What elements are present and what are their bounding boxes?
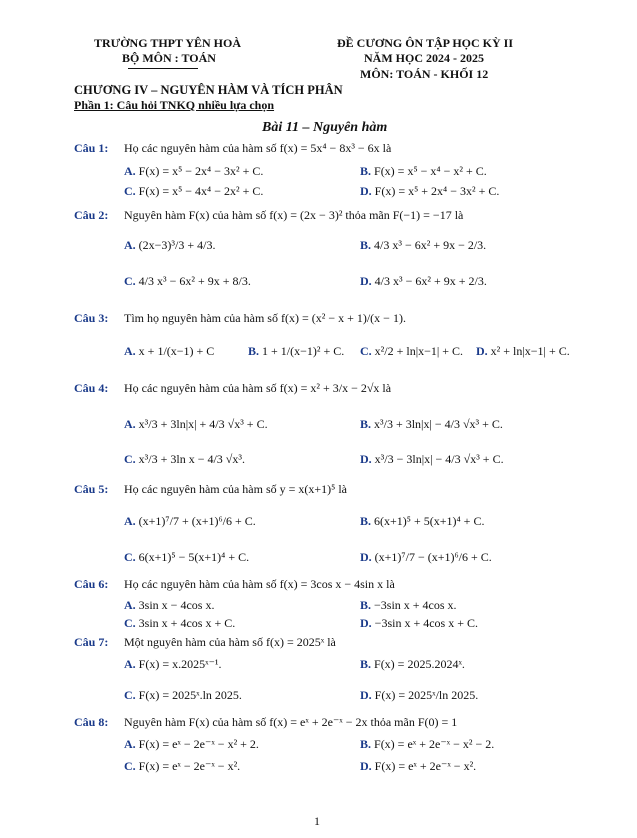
option-text: 6(x+1)⁵ − 5(x+1)⁴ + C.: [138, 550, 250, 564]
option-letter: C.: [124, 759, 136, 773]
option-d: [360, 550, 492, 565]
question-text: Họ các nguyên hàm của hàm số y = x(x+1)⁵ là: [124, 482, 347, 496]
subject-grade: MÔN: TOÁN - KHỐI 12: [360, 67, 489, 81]
option-d: [360, 616, 478, 631]
option-text: (x+1)⁷/7 − (x+1)⁶/6 + C.: [374, 550, 492, 564]
option-text: F(x) = x⁵ + 2x⁴ − 3x² + C.: [374, 184, 500, 198]
question-text: Nguyên hàm F(x) của hàm số f(x) = eˣ + 2e⁻ˣ − 2x thỏa mãn F(0) = 1: [124, 715, 458, 729]
option-letter: B.: [360, 164, 372, 178]
option-text: 4/3 x³ − 6x² + 9x + 8/3.: [138, 274, 251, 288]
option-a: [124, 164, 263, 179]
option-b: [360, 417, 503, 432]
option-text: −3sin x + 4cos x.: [374, 598, 457, 612]
option-text: x³/3 + 3ln|x| + 4/3 √x³ + C.: [138, 417, 268, 431]
option-c: [124, 550, 249, 565]
question-label: Câu 4:: [74, 381, 109, 395]
option-text: 4/3 x³ − 6x² + 9x + 2/3.: [374, 274, 487, 288]
option-text: 6(x+1)⁵ + 5(x+1)⁴ + C.: [374, 514, 485, 528]
option-a: [124, 238, 215, 253]
doc-title: ĐỀ CƯƠNG ÔN TẬP HỌC KỲ II: [337, 36, 514, 50]
option-a: [124, 514, 256, 529]
option-text: F(x) = x⁵ − 2x⁴ − 3x² + C.: [138, 164, 264, 178]
option-letter: C.: [124, 452, 136, 466]
option-text: x³/3 + 3ln x − 4/3 √x³.: [138, 452, 245, 466]
option-c: [124, 452, 245, 467]
option-c: [124, 184, 263, 199]
option-letter: D.: [360, 274, 372, 288]
option-letter: A.: [124, 514, 136, 528]
option-letter: A.: [124, 657, 136, 671]
option-letter: B.: [360, 657, 372, 671]
school-name: TRƯỜNG THPT YÊN HOÀ: [94, 36, 242, 50]
option-text: F(x) = 2025ˣ/ln 2025.: [374, 688, 479, 702]
option-a: [124, 417, 268, 432]
option-a: [124, 598, 214, 613]
option-text: x³/3 − 3ln|x| − 4/3 √x³ + C.: [374, 452, 504, 466]
option-letter: D.: [360, 184, 372, 198]
option-c: [124, 616, 235, 631]
question-label: Câu 1:: [74, 141, 109, 155]
option-letter: D.: [360, 550, 372, 564]
option-text: x²/2 + ln|x−1| + C.: [374, 344, 464, 358]
option-letter: B.: [360, 737, 372, 751]
lesson-title: Bài 11 – Nguyên hàm: [262, 120, 388, 135]
option-letter: A.: [124, 598, 136, 612]
option-text: x³/3 + 3ln|x| − 4/3 √x³ + C.: [374, 417, 503, 431]
question-text: Tìm họ nguyên hàm của hàm số f(x) = (x² − x + 1)/(x − 1).: [124, 311, 406, 325]
option-letter: C.: [360, 344, 372, 358]
option-text: 3sin x − 4cos x.: [138, 598, 215, 612]
option-a: [124, 737, 259, 752]
option-text: x + 1/(x−1) + C: [138, 344, 215, 358]
part-title: Phần 1: Câu hỏi TNKQ nhiều lựa chọn: [74, 98, 275, 112]
department-name: BỘ MÔN : TOÁN: [122, 51, 216, 65]
option-a: [124, 657, 222, 672]
option-letter: B.: [248, 344, 260, 358]
option-text: F(x) = eˣ − 2e⁻ˣ − x² + 2.: [138, 737, 259, 751]
option-letter: D.: [476, 344, 488, 358]
option-letter: B.: [360, 514, 372, 528]
question-text: Nguyên hàm F(x) của hàm số f(x) = (2x − 3)² thỏa mãn F(−1) = −17 là: [124, 208, 464, 222]
option-text: −3sin x + 4cos x + C.: [374, 616, 478, 630]
option-text: 4/3 x³ − 6x² + 9x − 2/3.: [374, 238, 487, 252]
option-b: [360, 514, 484, 529]
option-letter: D.: [360, 759, 372, 773]
option-b: [360, 737, 494, 752]
option-letter: A.: [124, 238, 136, 252]
school-year: NĂM HỌC 2024 - 2025: [364, 51, 484, 65]
question-text: Họ các nguyên hàm của hàm số f(x) = x² + 3/x − 2√x là: [124, 381, 392, 395]
option-letter: D.: [360, 688, 372, 702]
option-b: [248, 344, 344, 359]
page-number: 1: [314, 814, 320, 828]
question-text: Họ các nguyên hàm của hàm số f(x) = 3cos x − 4sin x là: [124, 577, 395, 591]
option-letter: D.: [360, 452, 372, 466]
option-letter: C.: [124, 688, 136, 702]
option-text: F(x) = x.2025ˣ⁻¹.: [138, 657, 222, 671]
option-b: [360, 657, 465, 672]
header-divider: [128, 68, 198, 69]
option-d: [360, 274, 487, 289]
option-c: [360, 344, 463, 359]
option-letter: A.: [124, 344, 136, 358]
question-text: Họ các nguyên hàm của hàm số f(x) = 5x⁴ − 8x³ − 6x là: [124, 141, 392, 155]
option-letter: C.: [124, 274, 136, 288]
option-text: F(x) = eˣ + 2e⁻ˣ − x².: [374, 759, 477, 773]
option-letter: C.: [124, 184, 136, 198]
option-d: [360, 759, 476, 774]
option-letter: B.: [360, 417, 372, 431]
question-label: Câu 8:: [74, 715, 109, 729]
option-text: F(x) = 2025.2024ˣ.: [374, 657, 465, 671]
option-a: [124, 344, 214, 359]
option-text: F(x) = x⁵ − x⁴ − x² + C.: [374, 164, 487, 178]
option-b: [360, 598, 457, 613]
option-letter: A.: [124, 417, 136, 431]
question-label: Câu 2:: [74, 208, 109, 222]
option-text: x² + ln|x−1| + C.: [490, 344, 570, 358]
question-label: Câu 7:: [74, 635, 109, 649]
option-text: F(x) = x⁵ − 4x⁴ − 2x² + C.: [138, 184, 264, 198]
question-label: Câu 5:: [74, 482, 109, 496]
option-letter: C.: [124, 616, 136, 630]
option-letter: A.: [124, 164, 136, 178]
option-c: [124, 759, 240, 774]
option-d: [360, 452, 504, 467]
option-b: [360, 164, 487, 179]
question-label: Câu 6:: [74, 577, 109, 591]
option-d: [360, 688, 478, 703]
option-text: (x+1)⁷/7 + (x+1)⁶/6 + C.: [138, 514, 256, 528]
option-text: F(x) = 2025ˣ.ln 2025.: [138, 688, 242, 702]
option-letter: D.: [360, 616, 372, 630]
option-d: [360, 184, 499, 199]
option-text: 1 + 1/(x−1)² + C.: [262, 344, 345, 358]
question-label: Câu 3:: [74, 311, 109, 325]
question-text: Một nguyên hàm của hàm số f(x) = 2025ˣ là: [124, 635, 336, 649]
option-b: [360, 238, 486, 253]
option-c: [124, 274, 251, 289]
option-text: (2x−3)³/3 + 4/3.: [138, 238, 216, 252]
chapter-title: CHƯƠNG IV – NGUYÊN HÀM VÀ TÍCH PHÂN: [74, 83, 343, 97]
option-text: F(x) = eˣ + 2e⁻ˣ − x² − 2.: [374, 737, 495, 751]
option-letter: A.: [124, 737, 136, 751]
option-letter: B.: [360, 238, 372, 252]
option-text: 3sin x + 4cos x + C.: [138, 616, 236, 630]
option-letter: B.: [360, 598, 372, 612]
option-text: F(x) = eˣ − 2e⁻ˣ − x².: [138, 759, 241, 773]
option-letter: C.: [124, 550, 136, 564]
option-d: [476, 344, 570, 359]
option-c: [124, 688, 242, 703]
